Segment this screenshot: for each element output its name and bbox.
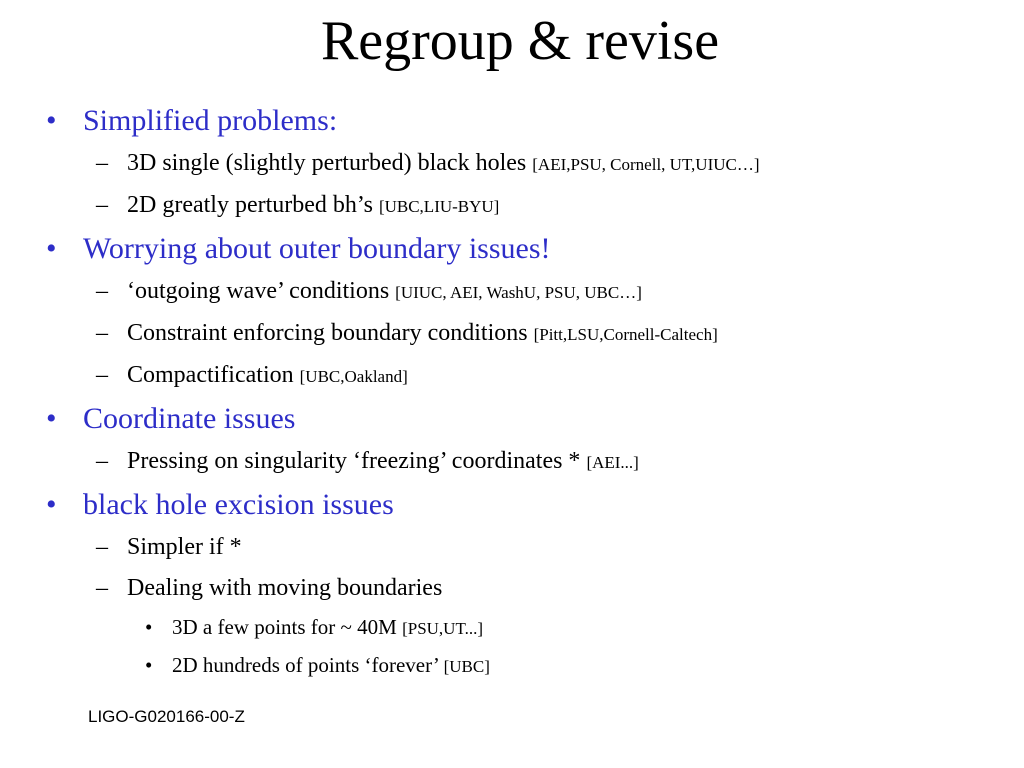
- bullet-glyph: •: [46, 402, 57, 435]
- sub-bullet-item: [46, 527, 1006, 568]
- sub-bullet-text: Pressing on singularity ‘freezing’ coordinates *: [127, 448, 587, 474]
- bullet-glyph: •: [46, 488, 57, 521]
- bullet-glyph: •: [46, 104, 57, 137]
- bullet-text: Worrying about outer boundary issues!: [83, 232, 551, 265]
- slide-title: Regroup & revise: [320, 10, 720, 72]
- reference-list: [UIUC, AEI, WashU, PSU, UBC…]: [395, 283, 642, 302]
- sub-sub-bullet-text: 2D hundreds of points ‘forever’: [172, 653, 444, 677]
- sub-bullet-item: [46, 143, 1006, 185]
- sub-bullet-text: Dealing with moving boundaries: [127, 575, 443, 601]
- reference-list: [UBC,Oakland]: [299, 367, 408, 386]
- sub-bullet-item: [46, 313, 1006, 355]
- bullet-text: Simplified problems:: [83, 104, 338, 137]
- bullet-item: [46, 397, 1006, 441]
- bullet-glyph: •: [46, 232, 57, 265]
- sub-bullet-item: [46, 185, 1006, 227]
- sub-bullet-text: Constraint enforcing boundary conditions: [127, 320, 534, 346]
- reference-list: [UBC,LIU-BYU]: [378, 197, 500, 216]
- reference-list: [Pitt,LSU,Cornell-Caltech]: [533, 325, 718, 344]
- sub-bullet-item: [46, 271, 1006, 313]
- bullet-outline: [46, 99, 1006, 685]
- sub-bullet-text: ‘outgoing wave’ conditions: [127, 278, 396, 304]
- reference-list: [PSU,UT...]: [402, 619, 483, 638]
- dash-glyph: –: [96, 448, 108, 474]
- sub-bullet-text: 2D greatly perturbed bh’s: [127, 192, 379, 218]
- reference-list: [AEI,PSU, Cornell, UT,UIUC…]: [532, 155, 760, 174]
- dash-glyph: –: [96, 320, 108, 346]
- sub-bullet-text: Compactification: [127, 362, 300, 388]
- sub-bullet-text: Simpler if *: [127, 534, 242, 560]
- bullet-glyph: •: [145, 615, 153, 639]
- dash-glyph: –: [96, 362, 108, 388]
- dash-glyph: –: [96, 150, 108, 176]
- reference-list: [AEI...]: [586, 453, 639, 472]
- sub-sub-bullet-item: [46, 609, 1006, 647]
- bullet-item: [46, 483, 1006, 527]
- sub-bullet-item: [46, 568, 1006, 609]
- sub-sub-bullet-text: 3D a few points for ~ 40M: [172, 615, 403, 639]
- dash-glyph: –: [96, 575, 108, 601]
- bullet-item: [46, 227, 1006, 271]
- sub-bullet-item: [46, 355, 1006, 397]
- bullet-text: Coordinate issues: [83, 402, 296, 435]
- reference-list: [UBC]: [443, 657, 490, 676]
- bullet-text: black hole excision issues: [83, 488, 394, 521]
- sub-bullet-item: [46, 441, 1006, 483]
- bullet-glyph: •: [145, 653, 153, 677]
- document-id-footer: LIGO-G020166-00-Z: [88, 707, 245, 726]
- sub-bullet-text: 3D single (slightly perturbed) black holes: [127, 150, 533, 176]
- dash-glyph: –: [96, 192, 108, 218]
- bullet-item: [46, 99, 1006, 143]
- dash-glyph: –: [96, 534, 108, 560]
- dash-glyph: –: [96, 278, 108, 304]
- sub-sub-bullet-item: [46, 647, 1006, 685]
